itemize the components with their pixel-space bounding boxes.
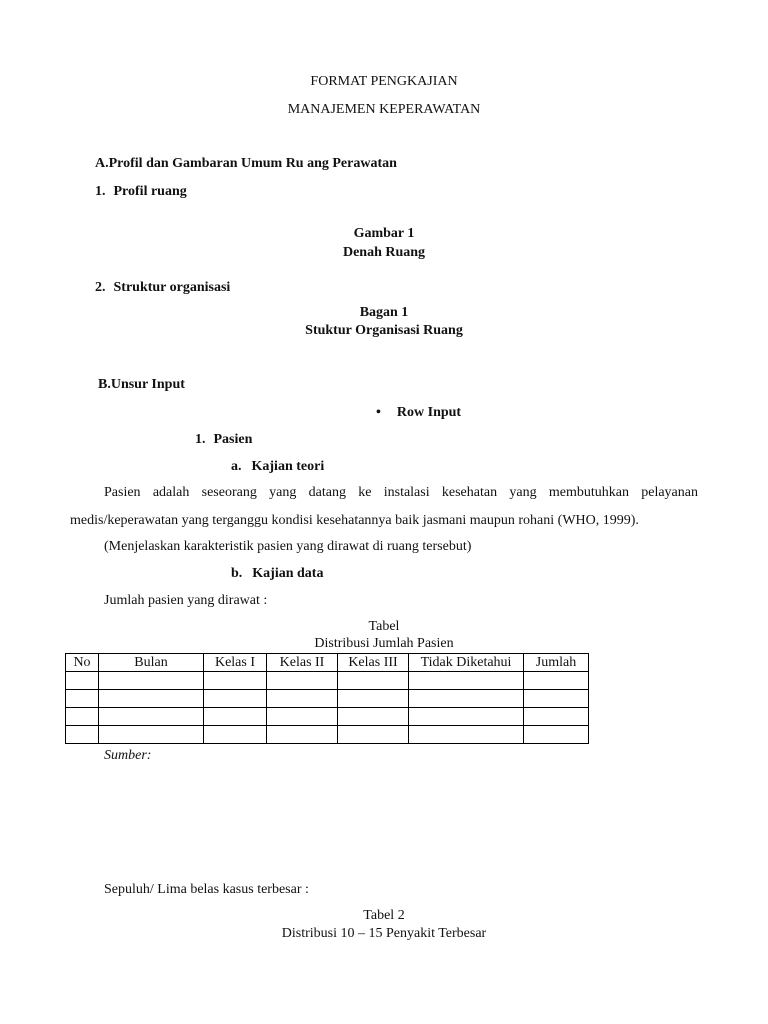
item-letter: b. — [231, 566, 243, 581]
item-letter: a. — [231, 459, 242, 474]
figure-label: Gambar 1 — [353, 226, 415, 241]
jumlah-pasien-intro: Jumlah pasien yang dirawat : — [104, 593, 268, 608]
item-label: Kajian teori — [251, 459, 325, 474]
table-cell — [524, 708, 589, 726]
table-cell — [99, 708, 204, 726]
table-cell — [204, 708, 267, 726]
col-header-kelas-3: Kelas III — [338, 654, 409, 672]
col-header-bulan: Bulan — [99, 654, 204, 672]
table-cell — [66, 726, 99, 744]
table-header-row — [66, 654, 589, 672]
col-header-tidak-diketahui: Tidak Diketahui — [409, 654, 524, 672]
table-row — [66, 690, 589, 708]
table-cell — [338, 708, 409, 726]
item-label: Pasien — [213, 432, 253, 447]
table-cell — [66, 708, 99, 726]
paragraph-line-2: medis/keperawatan yang terganggu kondisi kesehatannya baik jasmani maupun rohani (WHO, 1999). — [70, 513, 639, 528]
col-header-kelas-2: Kelas II — [267, 654, 338, 672]
table-cell — [66, 672, 99, 690]
table-cell — [338, 690, 409, 708]
item-number: 1. — [195, 432, 206, 447]
profil-ruang-item — [95, 183, 187, 201]
table-cell — [409, 672, 524, 690]
section-a-heading: A.Profil dan Gambaran Umum Ru ang Perawatan — [95, 156, 397, 171]
table-cell — [267, 726, 338, 744]
doc-title-line1: FORMAT PENGKAJIAN — [310, 74, 458, 89]
item-label: Struktur organisasi — [113, 280, 231, 295]
table-cell — [267, 690, 338, 708]
table-cell — [204, 690, 267, 708]
bullet-icon: • — [376, 405, 381, 420]
table1-caption: Distribusi Jumlah Pasien — [314, 636, 454, 651]
table-cell — [409, 708, 524, 726]
table-cell — [99, 690, 204, 708]
paragraph-line-1: Pasien adalah seseorang yang datang ke instalasi kesehatan yang membutuhkan pelayanan — [104, 485, 698, 500]
section-b-heading: B.Unsur Input — [98, 377, 185, 392]
kajian-data-item — [231, 565, 323, 583]
item-label: Profil ruang — [113, 184, 187, 199]
doc-title-line2: MANAJEMEN KEPERAWATAN — [287, 102, 481, 117]
col-header-kelas-1: Kelas I — [204, 654, 267, 672]
pasien-item — [195, 431, 252, 449]
table-row — [66, 672, 589, 690]
table-cell — [267, 708, 338, 726]
table-source: Sumber: — [104, 748, 152, 763]
chart-caption: Stuktur Organisasi Ruang — [305, 323, 463, 338]
figure-caption: Denah Ruang — [342, 245, 426, 260]
table-cell — [267, 672, 338, 690]
chart-label: Bagan 1 — [359, 305, 409, 320]
table-cell — [99, 672, 204, 690]
item-number: 2. — [95, 280, 106, 295]
kajian-teori-item — [231, 458, 324, 476]
table-cell — [204, 726, 267, 744]
col-header-no: No — [66, 654, 99, 672]
table-row — [66, 708, 589, 726]
table-cell — [204, 672, 267, 690]
item-number: 1. — [95, 184, 106, 199]
table-cell — [338, 726, 409, 744]
kasus-terbesar-intro: Sepuluh/ Lima belas kasus terbesar : — [104, 882, 309, 897]
table-cell — [524, 672, 589, 690]
bullet-label: Row Input — [396, 405, 462, 420]
table-cell — [524, 726, 589, 744]
paragraph-2: (Menjelaskan karakteristik pasien yang dirawat di ruang tersebut) — [104, 539, 472, 554]
table1-label: Tabel — [368, 619, 400, 634]
table-cell — [409, 690, 524, 708]
table-cell — [66, 690, 99, 708]
table-cell — [338, 672, 409, 690]
item-label: Kajian data — [252, 566, 324, 581]
patient-distribution-table — [65, 653, 589, 744]
table-row — [66, 726, 589, 744]
table2-label: Tabel 2 — [363, 908, 405, 923]
row-input-bullet — [376, 404, 461, 422]
table-cell — [524, 690, 589, 708]
struktur-organisasi-item — [95, 279, 230, 297]
table-cell — [409, 726, 524, 744]
table2-caption: Distribusi 10 – 15 Penyakit Terbesar — [281, 926, 487, 941]
col-header-jumlah: Jumlah — [524, 654, 589, 672]
table-cell — [99, 726, 204, 744]
